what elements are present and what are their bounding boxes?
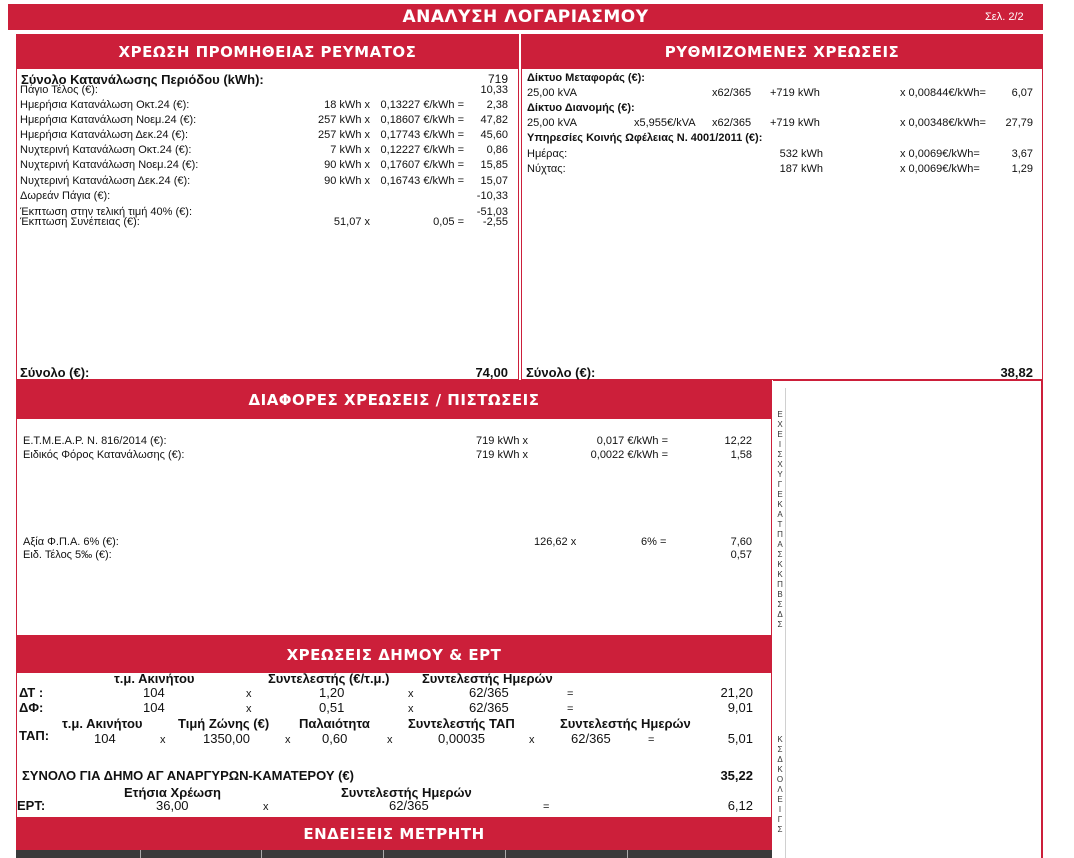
- tap-x4: x: [529, 734, 535, 746]
- supply-row-label: Νυχτερινή Κατανάλωση Οκτ.24 (€):: [20, 144, 192, 156]
- side-char: Ο: [776, 775, 784, 784]
- supply-total-consumption-label: Σύνολο Κατανάλωσης Περιόδου (kWh):: [21, 72, 264, 87]
- supply-row-label: Πάγιο Τέλος (€):: [20, 84, 98, 96]
- ert-eq: =: [543, 801, 550, 813]
- tap-col-zone: Τιμή Ζώνης (€): [178, 716, 270, 731]
- regulated-total-label: Σύνολο (€):: [526, 365, 596, 380]
- df-eq: =: [567, 703, 574, 715]
- side-char: Γ: [777, 815, 783, 824]
- tap-amount: 5,01: [727, 731, 753, 746]
- supply-row-qty: 51,07 x: [333, 216, 370, 228]
- misc-row-rate: 0,0022 €/kWh =: [590, 449, 668, 461]
- vat-base: 126,62 x: [534, 536, 577, 548]
- supply-row-amount: 15,85: [480, 159, 508, 171]
- municipal-total-value: 35,22: [720, 768, 753, 783]
- supply-row-label: Νυχτερινή Κατανάλωση Δεκ.24 (€):: [20, 175, 191, 187]
- side-panel: [773, 380, 1043, 858]
- misc-row-qty: 719 kWh x: [476, 449, 528, 461]
- dt-coef: 1,20: [319, 685, 345, 700]
- side-char: Λ: [777, 785, 783, 794]
- tap-col-days: Συντελεστής Ημερών: [560, 716, 691, 731]
- dt-eq: =: [567, 688, 574, 700]
- supply-row-label: Έκπτωση Συνέπειας (€):: [20, 216, 140, 228]
- side-char: Α: [777, 510, 783, 519]
- vat-amount: 7,60: [730, 536, 752, 548]
- ert-days: 62/365: [389, 798, 429, 813]
- ert-col-days: Συντελεστής Ημερών: [341, 785, 472, 800]
- supply-row-qty: 7 kWh x: [330, 144, 370, 156]
- supply-row-amount: 45,60: [480, 129, 508, 141]
- side-char: Κ: [777, 570, 783, 579]
- distribution-kva-rate: x5,955€/kVA: [634, 117, 696, 129]
- yko-row-amount: 3,67: [1011, 148, 1033, 160]
- ert-label: ΕΡΤ:: [17, 798, 46, 813]
- side-char: Σ: [777, 450, 783, 459]
- tap-coef: 0,00035: [438, 731, 485, 746]
- side-char: Κ: [777, 735, 783, 744]
- supply-header: ΧΡΕΩΣΗ ΠΡΟΜΗΘΕΙΑΣ ΡΕΥΜΑΤΟΣ: [17, 35, 518, 69]
- distribution-kwh: +719 kWh: [770, 117, 820, 129]
- side-char: Ε: [777, 490, 783, 499]
- meter-header: ΕΝΔΕΙΞΕΙΣ ΜΕΤΡΗΤΗ: [16, 818, 772, 850]
- side-char: Σ: [777, 825, 783, 834]
- supply-row-label: Δωρεάν Πάγια (€):: [20, 190, 111, 202]
- supply-row-qty: 257 kWh x: [318, 114, 370, 126]
- df-area: 104: [143, 700, 165, 715]
- distribution-kva: 25,00 kVA: [527, 117, 577, 129]
- supply-row-label: Ημερήσια Κατανάλωση Νοεμ.24 (€):: [20, 114, 197, 126]
- side-char: Σ: [777, 620, 783, 629]
- supply-row-rate: 0,13227 €/kWh =: [380, 99, 464, 111]
- misc-row-amount: 12,22: [724, 435, 752, 447]
- fee-label: Ειδ. Τέλος 5‰ (€):: [23, 549, 112, 561]
- misc-row-label: Ε.Τ.Μ.Ε.Α.Ρ. Ν. 816/2014 (€):: [23, 435, 167, 447]
- supply-total-label: Σύνολο (€):: [20, 365, 90, 380]
- transmission-rate: x 0,00844€/kWh=: [900, 87, 986, 99]
- dt-amount: 21,20: [720, 685, 753, 700]
- side-char: Ι: [778, 805, 782, 814]
- ert-annual: 36,00: [156, 798, 189, 813]
- side-char: Ε: [777, 430, 783, 439]
- side-char: Σ: [777, 550, 783, 559]
- side-char: Κ: [777, 765, 783, 774]
- regulated-total-value: 38,82: [1000, 365, 1033, 380]
- supply-row-amount: -2,55: [482, 216, 508, 228]
- tap-age: 0,60: [322, 731, 348, 746]
- supply-row-label: Έκπτωση στην τελική τιμή 40% (€):: [20, 206, 193, 218]
- misc-row-amount: 1,58: [730, 449, 752, 461]
- ert-amount: 6,12: [727, 798, 753, 813]
- distribution-rate: x 0,00348€/kWh=: [900, 117, 986, 129]
- municipal-total-label: ΣΥΝΟΛΟ ΓΙΑ ΔΗΜΟ ΑΓ ΑΝΑΡΓΥΡΩΝ-ΚΑΜΑΤΕΡΟΥ (€): [22, 768, 354, 783]
- col-area: τ.μ. Ακινήτου: [114, 671, 195, 686]
- transmission-kva: 25,00 kVA: [527, 87, 577, 99]
- meter-table-top: [16, 850, 772, 858]
- side-char: Γ: [777, 480, 783, 489]
- supply-row-qty: 90 kWh x: [324, 175, 370, 187]
- misc-row-qty: 719 kWh x: [476, 435, 528, 447]
- supply-row-amount: 47,82: [480, 114, 508, 126]
- supply-row-label: Νυχτερινή Κατανάλωση Νοεμ.24 (€):: [20, 159, 199, 171]
- tap-zone: 1350,00: [203, 731, 250, 746]
- supply-row-rate: 0,12227 €/kWh =: [380, 144, 464, 156]
- tap-eq: =: [648, 734, 655, 746]
- supply-row-qty: 18 kWh x: [324, 99, 370, 111]
- side-char: Α: [777, 540, 783, 549]
- supply-row-rate: 0,17743 €/kWh =: [380, 129, 464, 141]
- supply-row-rate: 0,17607 €/kWh =: [380, 159, 464, 171]
- vat-rate: 6% =: [641, 536, 667, 548]
- tap-days: 62/365: [571, 731, 611, 746]
- page-title: ΑΝΑΛΥΣΗ ΛΟΓΑΡΙΑΣΜΟΥ: [402, 7, 649, 27]
- side-char: Υ: [777, 470, 783, 479]
- distribution-label: Δίκτυο Διανομής (€):: [527, 102, 635, 114]
- supply-total-consumption-value: 719: [487, 72, 508, 86]
- supply-row-rate: 0,16743 €/kWh =: [380, 175, 464, 187]
- side-char: Ε: [777, 410, 783, 419]
- side-panel-divider: [785, 388, 786, 858]
- side-char: Κ: [777, 500, 783, 509]
- side-char: Σ: [777, 745, 783, 754]
- yko-row-kwh: 532 kWh: [779, 148, 823, 160]
- tap-x2: x: [285, 734, 291, 746]
- tap-label: ΤΑΠ:: [19, 728, 50, 743]
- municipal-header: ΧΡΕΩΣΕΙΣ ΔΗΜΟΥ & ΕΡΤ: [17, 637, 771, 673]
- page-number: Σελ. 2/2: [985, 11, 1024, 23]
- df-x2: x: [408, 703, 414, 715]
- tap-x1: x: [160, 734, 166, 746]
- side-char: Ι: [778, 440, 782, 449]
- side-char: Π: [777, 580, 783, 589]
- ert-col-annual: Ετήσια Χρέωση: [124, 785, 221, 800]
- yko-row-kwh: 187 kWh: [779, 163, 823, 175]
- supply-row-label: Ημερήσια Κατανάλωση Οκτ.24 (€):: [20, 99, 190, 111]
- yko-row-label: Νύχτας:: [527, 163, 566, 175]
- df-days: 62/365: [469, 700, 509, 715]
- side-char: Β: [777, 590, 783, 599]
- dt-x2: x: [408, 688, 414, 700]
- supply-row-rate: 0,18607 €/kWh =: [380, 114, 464, 126]
- supply-row-label: Ημερήσια Κατανάλωση Δεκ.24 (€):: [20, 129, 189, 141]
- tap-col-coef: Συντελεστής ΤΑΠ: [408, 716, 515, 731]
- side-char: Σ: [777, 600, 783, 609]
- supply-row-amount: -51,03: [476, 206, 508, 218]
- fee-amount: 0,57: [730, 549, 752, 561]
- supply-total-value: 74,00: [475, 365, 508, 380]
- distribution-amount: 27,79: [1005, 117, 1033, 129]
- regulated-header: ΡΥΘΜΙΖΟΜΕΝΕΣ ΧΡΕΩΣΕΙΣ: [522, 35, 1042, 69]
- dt-x1: x: [246, 688, 252, 700]
- supply-row-amount: 0,86: [486, 144, 508, 156]
- regulated-panel: [521, 34, 1043, 380]
- df-amount: 9,01: [727, 700, 753, 715]
- ert-x: x: [263, 801, 269, 813]
- dt-area: 104: [143, 685, 165, 700]
- misc-row-label: Ειδικός Φόρος Κατανάλωσης (€):: [23, 449, 185, 461]
- yko-label: Υπηρεσίες Κοινής Ωφέλειας Ν. 4001/2011 (€):: [527, 132, 763, 144]
- tap-col-area: τ.μ. Ακινήτου: [62, 716, 143, 731]
- col-days: Συντελεστής Ημερών: [422, 671, 553, 686]
- supply-row-amount: -10,33: [476, 190, 508, 202]
- title-bar: [8, 4, 1043, 30]
- transmission-label: Δίκτυο Μεταφοράς (€):: [527, 72, 645, 84]
- supply-row-amount: 15,07: [480, 175, 508, 187]
- side-char: Κ: [777, 560, 783, 569]
- transmission-days: x62/365: [712, 87, 752, 99]
- transmission-kwh: +719 kWh: [770, 87, 820, 99]
- vat-label: Αξία Φ.Π.Α. 6% (€):: [23, 536, 119, 548]
- df-label: ΔΦ:: [19, 700, 44, 715]
- side-char: Δ: [777, 610, 783, 619]
- df-x1: x: [246, 703, 252, 715]
- supply-row-qty: 90 kWh x: [324, 159, 370, 171]
- df-coef: 0,51: [319, 700, 345, 715]
- supply-row-amount: 10,33: [480, 84, 508, 96]
- yko-row-rate: x 0,0069€/kWh=: [900, 148, 980, 160]
- supply-row-qty: 257 kWh x: [318, 129, 370, 141]
- yko-row-rate: x 0,0069€/kWh=: [900, 163, 980, 175]
- dt-label: ΔΤ :: [19, 685, 44, 700]
- dt-days: 62/365: [469, 685, 509, 700]
- supply-row-rate: 0,05 =: [433, 216, 464, 228]
- distribution-days: x62/365: [712, 117, 752, 129]
- misc-header: ΔΙΑΦΟΡΕΣ ΧΡΕΩΣΕΙΣ / ΠΙΣΤΩΣΕΙΣ: [17, 381, 771, 419]
- side-char: Τ: [777, 520, 783, 529]
- tap-area: 104: [94, 731, 116, 746]
- col-coef: Συντελεστής (€/τ.μ.): [268, 671, 390, 686]
- supply-row-amount: 2,38: [486, 99, 508, 111]
- yko-row-amount: 1,29: [1011, 163, 1033, 175]
- tap-col-age: Παλαιότητα: [299, 716, 370, 731]
- side-char: Δ: [777, 755, 783, 764]
- transmission-amount: 6,07: [1011, 87, 1033, 99]
- side-char: Π: [777, 530, 783, 539]
- side-char: Χ: [777, 460, 783, 469]
- misc-row-rate: 0,017 €/kWh =: [596, 435, 668, 447]
- side-char: Χ: [777, 420, 783, 429]
- yko-row-label: Ημέρας:: [527, 148, 568, 160]
- tap-x3: x: [387, 734, 393, 746]
- side-char: Ε: [777, 795, 783, 804]
